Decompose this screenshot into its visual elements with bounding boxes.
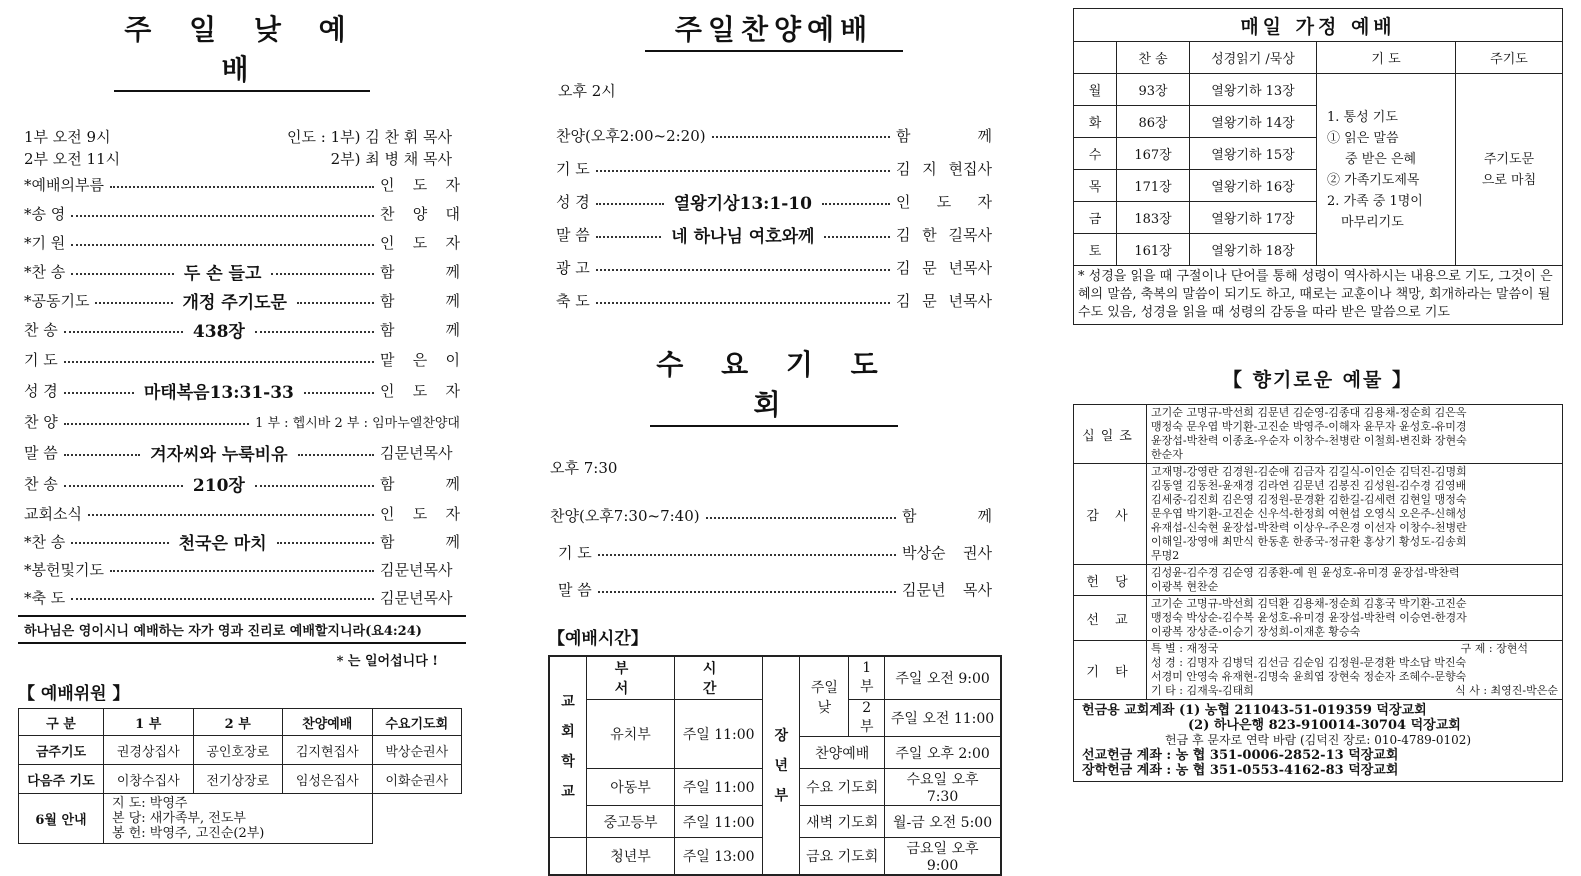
order-row: 찬 송 438장 함 께 [24, 321, 461, 342]
order-row: 말 씀 겨자씨와 누룩비유 김문년목사 [24, 444, 453, 465]
table-row: 찬양예배 주일 오후 2:00 [549, 737, 1001, 769]
june-info-row: 6월 안내 지 도: 박영주 본 당: 새가족부, 전도부 봉 헌: 박영주, 고진순(2부) [19, 794, 462, 844]
time-first: 1부 오전 9시 [24, 128, 111, 146]
table-row: 아동부 주일 11:00 수요 기도회 수요일 오후 7:30 [549, 769, 1001, 806]
offering-title: 【 향기로운 예물 】 [1223, 369, 1413, 391]
table-row: 기 타 특 별 : 재정국 구 제 : 장현석 성 경 : 김명자 김병덕 김선금 김순임 김정원-문경환 박소담 박진숙 서경미 안영숙 유재현-김명숙 윤희엽 장현숙 정순자 조혜수-문향숙 기 타 : 김재욱-김태희 식 사 : 최영진-박은순 [1074, 641, 1563, 700]
order-row: 성 경 열왕기상13:1-10 인 도 자 [556, 193, 993, 214]
worship-schedule-table: 교회학교 부 서 시 간 장년부 주일낮 1 부 주일 오전 9:00 유치부 주일 11:00 2 부 주일 오전 11:00 찬양예배 주일 오후 2:00 아동부 주일 11:00 수요 기도회 수요일 오후 7:30 중고등부 주일 11:00 새벽 기도회 월-금 오전 5:00 청년부 주일 13:00 금요 기도회 금요일 오후 9:00 [548, 655, 1002, 876]
order-row: *공동기도 개정 주기도문 함 께 [24, 292, 461, 313]
time-second: 2부 오전 11시 [24, 150, 121, 168]
sunday-order-list [18, 170, 466, 611]
adult-label: 장년부 [763, 656, 800, 875]
order-row: *기 원 인 도 자 [24, 234, 460, 252]
table-row: 목 171장 열왕기하 16장 [1074, 170, 1563, 202]
wednesday-time: 오후 7:30 [550, 459, 618, 477]
order-row: *봉헌및기도 김문년목사 [24, 560, 453, 579]
praise-time: 오후 2시 [558, 82, 616, 100]
table-row: 월 93장 열왕기하 13장 1. 통성 기도 ① 읽은 말씀 중 받은 은혜 ② 가족기도제목 2. 가족 중 1명이 마무리기도 주기도문 으로 마침 [1074, 74, 1563, 106]
account-info: 헌금용 교회계좌 (1) 농협 211043-51-019359 덕장교회 (2) 하나은행 823-910014-30704 덕장교회 헌금 후 문자로 연락 바람 (김덕진 장로: 010-4789-0102) 선교헌금 계좌 : 농 협 351-0006-2852-13 덕장교회 장학헌금 계좌 : 농 협 351-0553-4162-83 덕장교회 [1074, 700, 1563, 782]
daily-and-offering-column [1073, 8, 1563, 782]
school-label: 교회학교 [549, 656, 587, 838]
order-row: 기 도 김 지 현집사 [556, 160, 992, 178]
table-row: 청년부 주일 13:00 금요 기도회 금요일 오후 9:00 [549, 838, 1001, 876]
committee-table: 구 분 1 부 2 부 찬양예배 수요기도회 금주기도 권경상집사 공인호장로 김지현집사 박상순권사 다음주 기도 이창수집사 전기상장로 임성은집사 이화순권사 6월 안내 지 도: 박영주 본 당: 새가족부, 전도부 봉 헌: 박영주, 고진순(2부) [18, 708, 462, 844]
order-row: 말 씀 김문년 목사 [558, 581, 992, 599]
table-row: 헌 당 김성윤-김수경 김순영 김종환-예 원 윤성호-유미경 윤장섭-박찬력 이광복 현찬순 [1074, 565, 1563, 596]
order-row: 찬 송 210장 함 께 [24, 475, 461, 496]
order-row: 교회소식 인 도 자 [24, 504, 460, 523]
table-row: 화 86장 열왕기하 14장 [1074, 106, 1563, 138]
schedule-heading: 【예배시간】 [548, 629, 648, 649]
table-row: 다음주 기도 이창수집사 전기상장로 임성은집사 이화순권사 [19, 765, 462, 794]
daily-worship-title: 매일 가정 예배 [1074, 9, 1563, 42]
praise-order-list [548, 118, 1000, 317]
order-row: 찬양(오후7:30~7:40) 함 께 [550, 507, 992, 525]
order-row: 기 도 맡 은 이 [24, 351, 460, 369]
table-row: 중고등부 주일 11:00 새벽 기도회 월-금 오전 5:00 [549, 806, 1001, 838]
leader-second: 2부) 최 병 채 목사 [330, 150, 452, 168]
sunday-service-title: 주 일 낮 예 배 [114, 8, 370, 92]
order-row: 기 도 박상순 권사 [558, 544, 992, 562]
order-row: *예배의부름 인 도 자 [24, 176, 460, 194]
order-row: *송 영 찬 양 대 [24, 205, 460, 223]
table-row: 유치부 주일 11:00 2 부 주일 오전 11:00 [549, 700, 1001, 737]
table-row: 금 183장 열왕기하 17장 [1074, 202, 1563, 234]
order-row: 광 고 김 문 년목사 [556, 259, 992, 277]
lords-prayer: 주기도문 으로 마침 [1456, 74, 1563, 266]
order-row: *찬 송 두 손 들고 함 께 [24, 263, 460, 284]
table-row: 금주기도 권경상집사 공인호장로 김지현집사 박상순권사 [19, 736, 462, 765]
sunday-service-column [18, 0, 466, 844]
daily-worship-table: 매일 가정 예배 찬 송 성경읽기 /묵상 기 도 주기도 월 93장 열왕기하 13장 1. 통성 기도 ① 읽은 말씀 중 받은 은혜 ② 가족기도제목 2. 가족 중 1명이 마무리기도 주기도문 으로 마침 화 86장 열왕기하 14장 수 167장 열왕기하 15장 목 171장 열왕기하 16장 금 183장 열왕기하 17장 토 161장 열왕기하 18장 * 성경을 읽을 때 구절이나 단어를 통해 성령이 역사하시는 내용으로 기도, 그것이 은혜의 말씀, 축복의 말씀이 되기도 하고, 때로는 교훈이나 책망, 회개하라는 말씀이 될 수도 있음, 성경을 읽을 때 성령의 감동을 따라 받은 말씀으로 기도 [1073, 8, 1563, 325]
service-times [18, 126, 466, 170]
daily-note: * 성경을 읽을 때 구절이나 단어를 통해 성령이 역사하시는 내용으로 기도, 그것이 은혜의 말씀, 축복의 말씀이 되기도 하고, 때로는 교훈이나 책망, 회개하라는 말씀이 될 수도 있음, 성경을 읽을 때 성령의 감동을 따라 받은 말씀으로 기도 [1074, 266, 1563, 325]
praise-and-wednesday-column [548, 0, 1000, 876]
table-row: 토 161장 열왕기하 18장 [1074, 234, 1563, 266]
table-row: 선 교 고기순 고명규-박선희 김덕환 김용채-정순희 김홍국 박기환-고진순 맹정숙 박상순-김수복 윤성호-유미경 윤장섭-박찬력 이승연-한경자 이광복 장상준-이승기 장성희-이재훈 황승숙 [1074, 596, 1563, 641]
stand-note: * 는 일어섭니다 ! [336, 654, 438, 669]
praise-service-title: 주일찬양예배 [645, 8, 903, 52]
order-row: 말 씀 네 하나님 여호와께 김 한 길목사 [556, 226, 992, 247]
order-row: 축 도 김 문 년목사 [556, 292, 992, 310]
leader-first: 인도 : 1부) 김 찬 휘 목사 [287, 128, 452, 146]
order-row: *찬 송 천국은 마치 함 께 [24, 532, 460, 554]
table-row: 십일조 고기순 고명규-박선희 김문년 김순영-김종대 김용채-정순희 김은옥 맹정숙 문우엽 박기환-고진순 박영주-이해자 윤무자 윤성호-유미경 윤장섭-박찬력 이종초-우순자 이창수-천병란 이철희-변진화 장현숙 한순자 [1074, 405, 1563, 464]
order-row: 찬양(오후2:00~2:20) 함 께 [556, 126, 992, 145]
order-row: 찬 양 1 부 : 헵시바 2 부 : 임마누엘찬양대 [24, 413, 460, 431]
committee-heading: 【 예배위원 】 [18, 684, 130, 704]
order-row: *축 도 김문년목사 [24, 588, 453, 607]
offering-table [1073, 404, 1563, 782]
order-row: 성 경 마태복음13:31-33 인 도 자 [24, 382, 460, 403]
table-row: 수 167장 열왕기하 15장 [1074, 138, 1563, 170]
wednesday-order-list [548, 497, 1000, 608]
table-row: 감 사 고재명-강영란 김경원-김순애 김금자 김길식-이인순 김덕진-김명희 김동열 김동천-윤재경 김라연 김문년 김봉진 김성원-김수경 김영배 김세중-김진희 김은영 김정원-문경환 김한길-김세련 김현일 맹정숙 문우엽 박기환-고진순 신우석-한정희 여현섭 오영식 오은주-신해성 유재섭-신숙현 윤장섭-박찬력 이상우-주은경 이선자 이창수-천병란 이해일-장영애 최만식 한동훈 한종국-정규환 홍상기 황성도-김송희 무명2 [1074, 464, 1563, 565]
scripture-verse: 하나님은 영이시니 예배하는 자가 영과 진리로 예배할지니라(요4:24) [18, 615, 466, 644]
wednesday-title: 수 요 기 도 회 [650, 343, 898, 427]
prayer-guide: 1. 통성 기도 ① 읽은 말씀 중 받은 은혜 ② 가족기도제목 2. 가족 중 1명이 마무리기도 [1317, 74, 1456, 266]
